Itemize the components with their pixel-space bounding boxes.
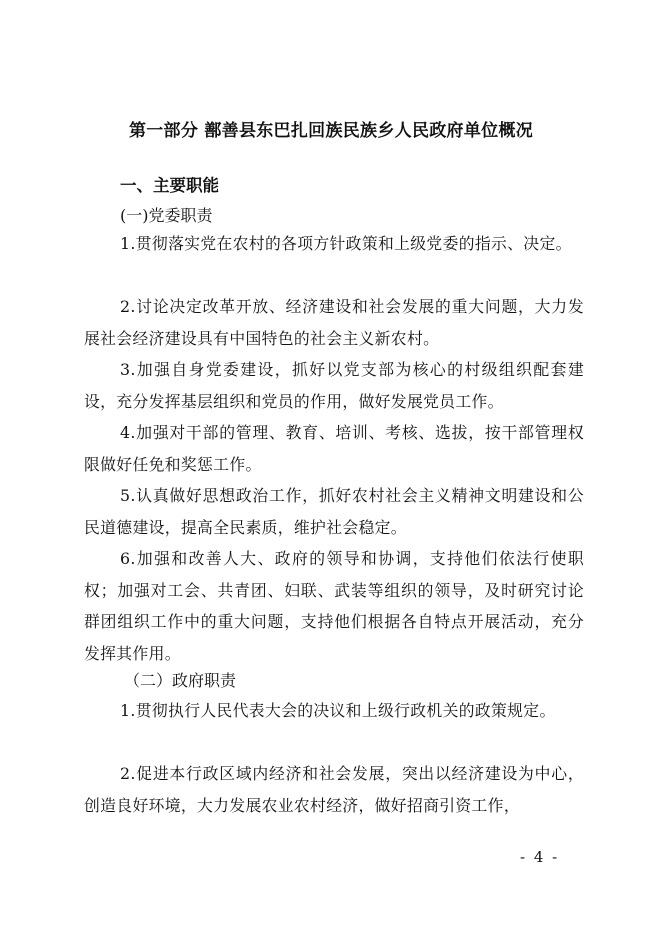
section-heading-main-functions: 一、主要职能 <box>120 176 219 195</box>
party-duty-item-1: 1.贯彻落实党在农村的各项方针政策和上级党委的指示、决定。 <box>120 234 572 253</box>
party-duty-item-3: 3.加强自身党委建设，抓好以党支部为核心的村级组织配套建设，充分发挥基层组织和党员的作用，做好发展党员工作。 <box>84 360 584 411</box>
subsection-heading-party-duties: (一)党委职责 <box>120 206 213 225</box>
party-duty-item-2: 2.讨论决定改革开放、经济建设和社会发展的重大问题，大力发展社会经济建设具有中国特色的社会主义新农村。 <box>84 297 584 348</box>
party-duty-item-5: 5.认真做好思想政治工作，抓好农村社会主义精神文明建设和公民道德建设，提高全民素质，维护社会稳定。 <box>84 486 584 537</box>
party-duty-item-4: 4.加强对干部的管理、教育、培训、考核、选拔，按干部管理权限做好任免和奖惩工作。 <box>84 423 584 474</box>
page-number: - 4 - <box>520 848 560 866</box>
subsection-heading-government-duties: （二）政府职责 <box>124 671 237 690</box>
government-duty-item-2: 2.促进本行政区域内经济和社会发展，突出以经济建设为中心，创造良好环境，大力发展农业农村经济，做好招商引资工作， <box>84 764 584 815</box>
government-duty-item-1: 1.贯彻执行人民代表大会的决议和上级行政机关的政策规定。 <box>120 701 556 720</box>
party-duty-item-6: 6.加强和改善人大、政府的领导和协调，支持他们依法行使职权；加强对工会、共青团、妇联、武装等组织的领导，及时研究讨论群团组织工作中的重大问题，支持他们根据各自特点开展活动，充分发挥其作用。 <box>84 549 584 663</box>
page-title: 第一部分 鄯善县东巴扎回族民族乡人民政府单位概况 <box>128 121 534 141</box>
